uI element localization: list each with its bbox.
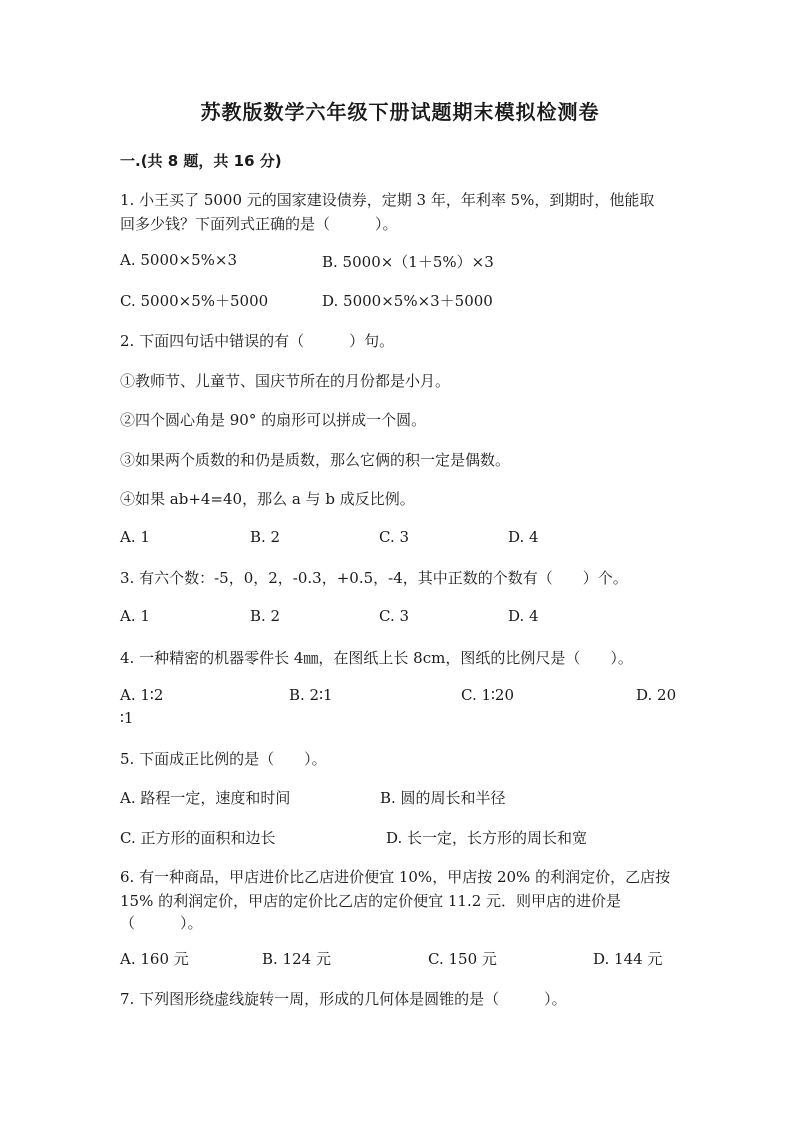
q6-option-d: D. 144 元 — [593, 950, 663, 968]
q1-option-a: A. 5000×5%×3 — [120, 251, 238, 269]
q7-stem: 7. 下列图形绕虚线旋转一周，形成的几何体是圆锥的是（ ）。 — [120, 990, 567, 1008]
q2-option-c: C. 3 — [379, 528, 410, 546]
q5-stem: 5. 下面成正比例的是（ ）。 — [120, 750, 327, 768]
q1-option-d: D. 5000×5%×3＋5000 — [322, 292, 493, 310]
q1-option-b: B. 5000×（1＋5%）×3 — [322, 253, 494, 271]
q2-option-b: B. 2 — [250, 528, 281, 546]
q4-stem: 4. 一种精密的机器零件长 4㎜，在图纸上长 8cm，图纸的比例尺是（ ）。 — [120, 649, 633, 667]
q5-option-d: D. 长一定，长方形的周长和宽 — [386, 829, 588, 847]
q6-option-c: C. 150 元 — [428, 950, 497, 968]
q6-option-b: B. 124 元 — [262, 950, 331, 968]
q1-stem-line2: 回多少钱？下面列式正确的是（ ）。 — [120, 215, 398, 233]
q3-option-d: D. 4 — [508, 607, 539, 625]
q4-option-d-wrap: ∶1 — [120, 709, 134, 727]
page-title: 苏教版数学六年级下册试题期末模拟检测卷 — [200, 100, 600, 124]
q6-stem-line2: 15% 的利润定价，甲店的定价比乙店的定价便宜 11.2 元．则甲店的进价是 — [120, 892, 622, 910]
q5-option-c: C. 正方形的面积和边长 — [120, 829, 276, 847]
q2-statement-1: ①教师节、儿童节、国庆节所在的月份都是小月。 — [120, 372, 451, 390]
q4-option-a: A. 1∶2 — [120, 686, 164, 704]
q1-option-c: C. 5000×5%＋5000 — [120, 292, 269, 310]
section-heading: 一.(共 8 题，共 16 分) — [120, 152, 282, 170]
q2-option-a: A. 1 — [120, 528, 150, 546]
q2-statement-3: ③如果两个质数的和仍是质数，那么它俩的积一定是偶数。 — [120, 451, 511, 469]
q1-stem-line1: 1. 小王买了 5000 元的国家建设债券，定期 3 年，年利率 5%，到期时，他能取 — [120, 191, 655, 209]
q4-option-c: C. 1∶20 — [461, 686, 515, 704]
q2-statement-4: ④如果 ab+4=40，那么 a 与 b 成反比例。 — [120, 490, 415, 508]
q3-option-c: C. 3 — [379, 607, 410, 625]
q5-option-b: B. 圆的周长和半径 — [380, 789, 506, 807]
q6-stem-line3: （ ）。 — [120, 914, 203, 932]
q4-option-d: D. 20 — [636, 686, 677, 704]
q4-option-b: B. 2∶1 — [289, 686, 333, 704]
q3-stem: 3. 有六个数：-5，0，2，-0.3，+0.5，-4，其中正数的个数有（ ）个。 — [120, 569, 628, 587]
q6-option-a: A. 160 元 — [120, 950, 189, 968]
q3-option-a: A. 1 — [120, 607, 150, 625]
q2-statement-2: ②四个圆心角是 90° 的扇形可以拼成一个圆。 — [120, 411, 427, 429]
q2-stem: 2. 下面四句话中错误的有（ ）句。 — [120, 332, 395, 350]
q3-option-b: B. 2 — [250, 607, 281, 625]
q5-option-a: A. 路程一定，速度和时间 — [120, 789, 291, 807]
q6-stem-line1: 6. 有一种商品，甲店进价比乙店进价便宜 10%，甲店按 20% 的利润定价，乙店按 — [120, 868, 671, 886]
q2-option-d: D. 4 — [508, 528, 539, 546]
